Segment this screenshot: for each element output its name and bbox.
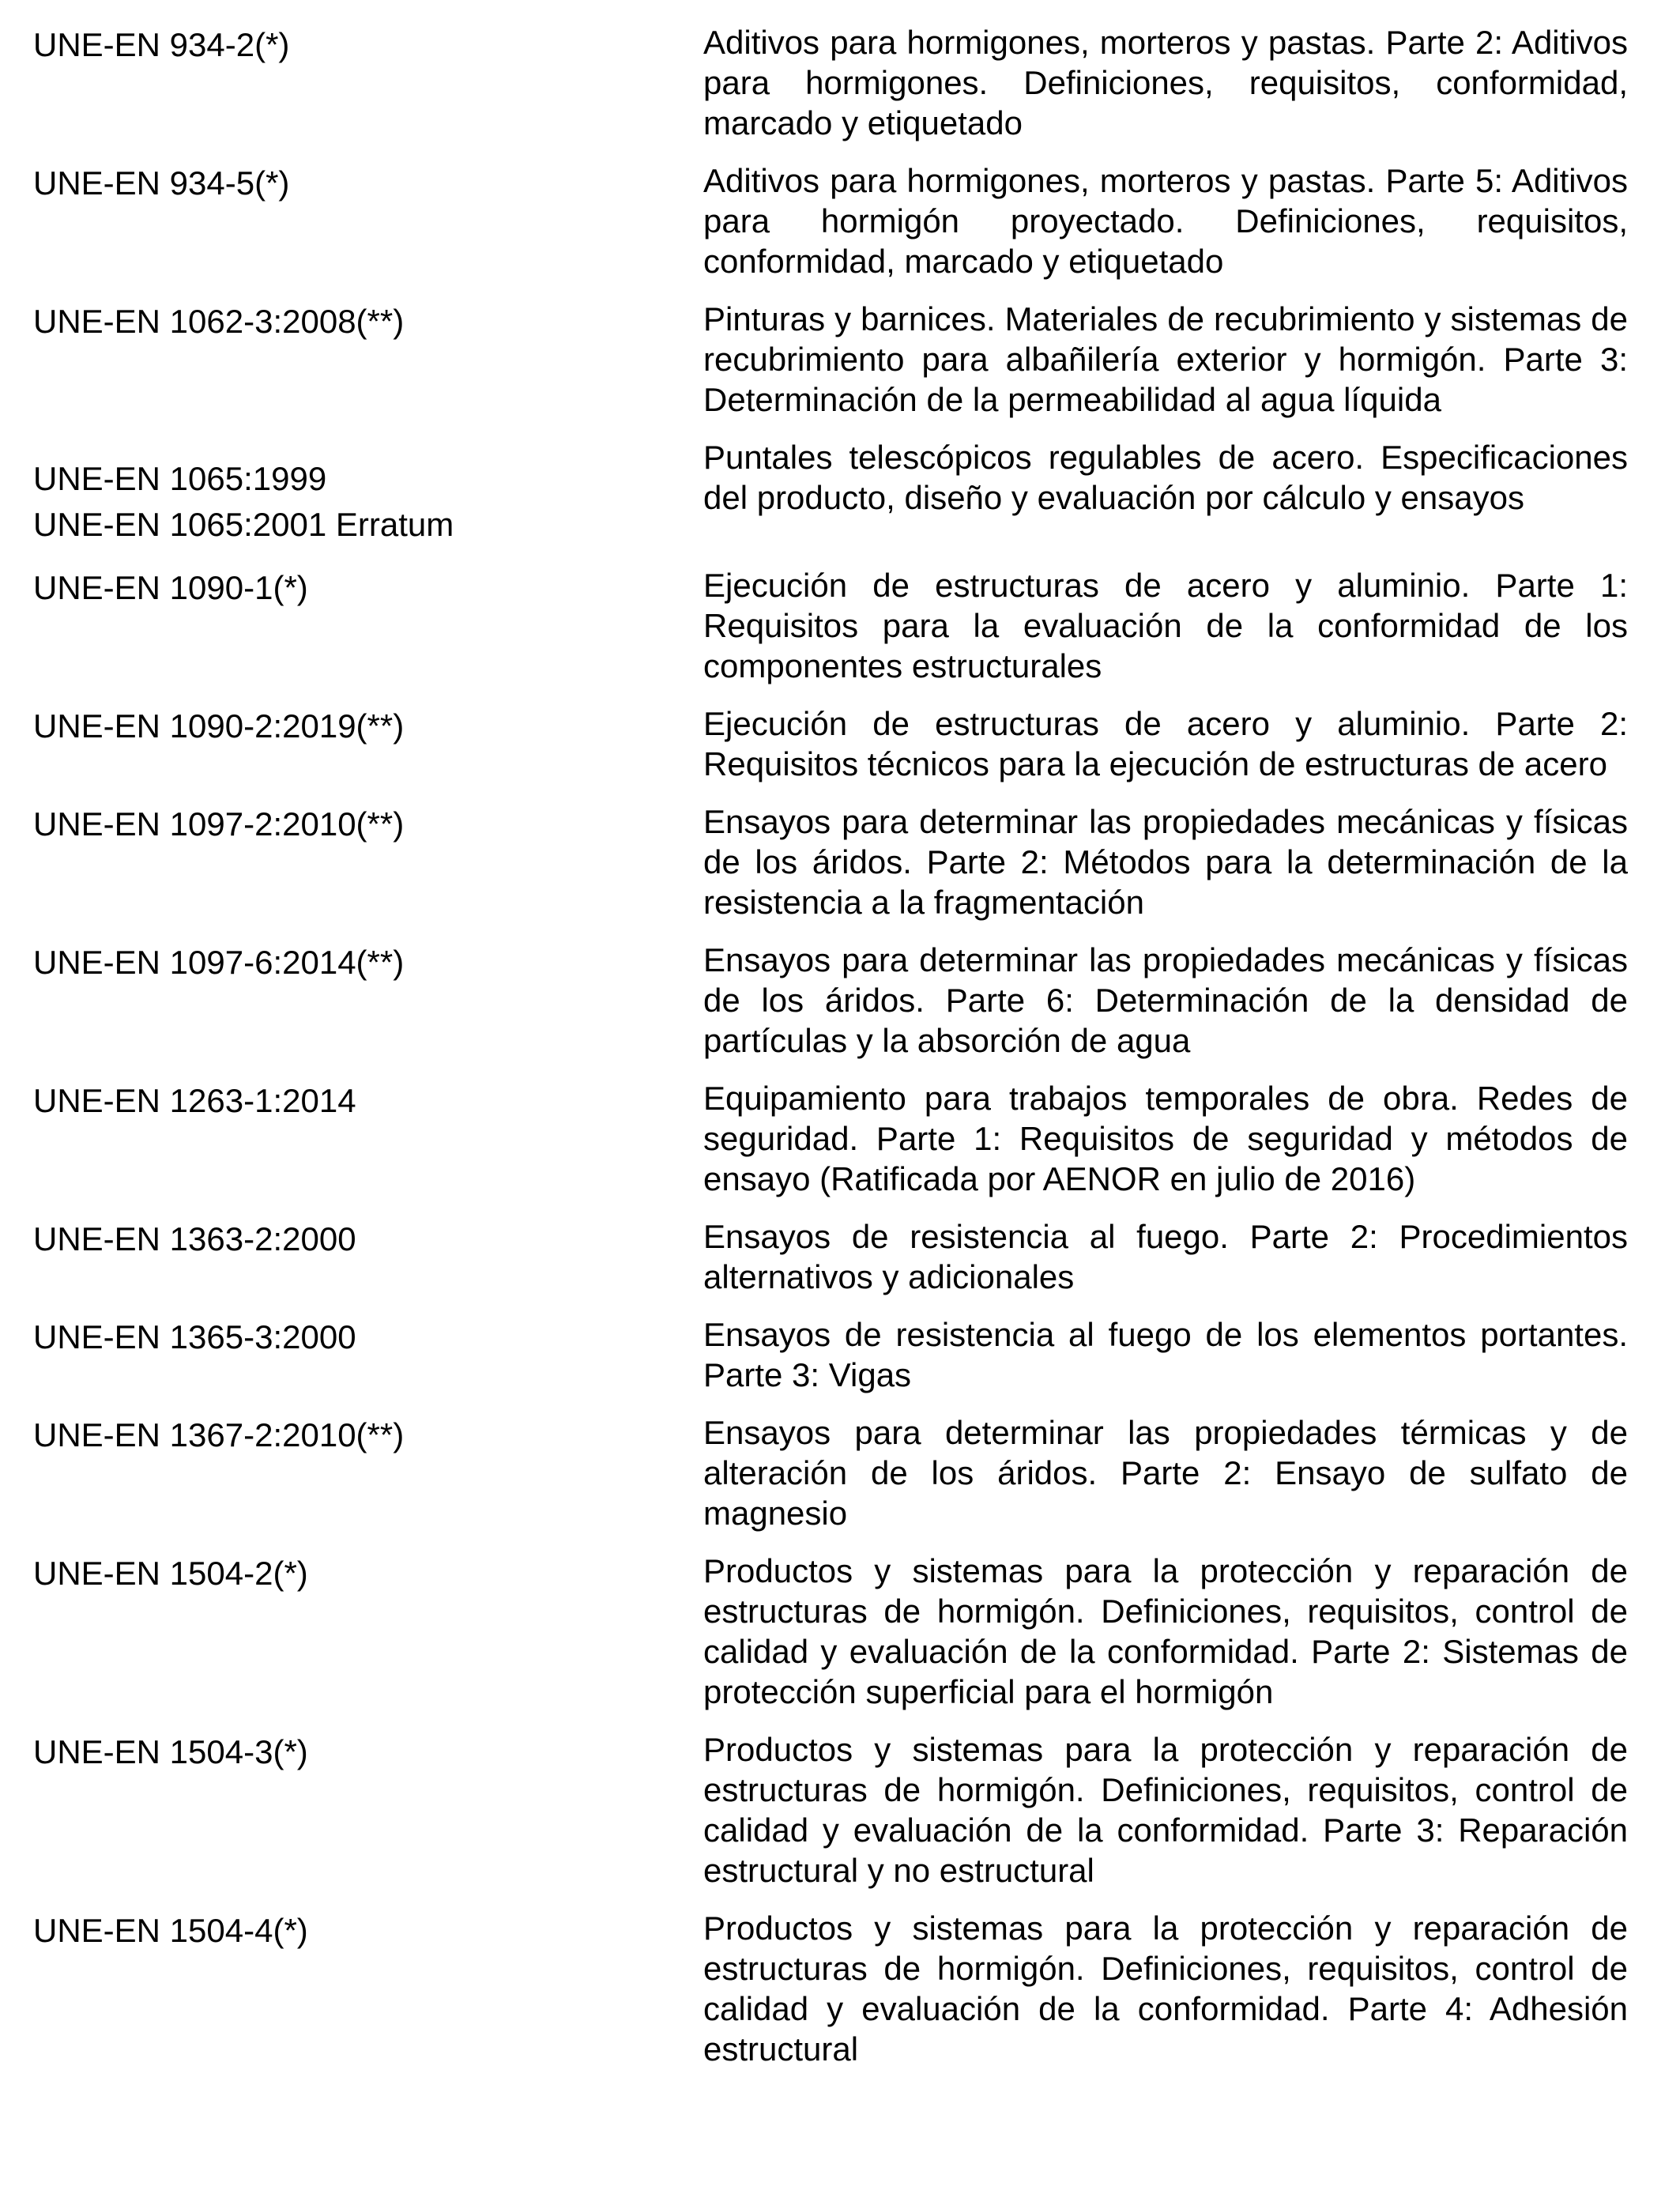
standard-code: UNE-EN 1504-2(*) xyxy=(33,1555,308,1592)
standard-row xyxy=(33,299,1628,420)
standard-row xyxy=(33,940,1628,1061)
standard-description: Aditivos para hormigones, morteros y pastas. Parte 2: Aditivos para hormigones. Definiciones, requisitos, conformidad, marcado y etiquetado xyxy=(703,24,1628,141)
standard-code-cell xyxy=(33,22,703,68)
standard-code-cell xyxy=(33,1908,703,1954)
standard-description: Puntales telescópicos regulables de acero. Especificaciones del producto, diseño y evaluación por cálculo y ensayos xyxy=(703,439,1628,516)
standard-code-cell xyxy=(33,299,703,345)
standard-description: Ensayos para determinar las propiedades mecánicas y físicas de los áridos. Parte 2: Métodos para la determinación de la resistencia a la fragmentación xyxy=(703,803,1628,921)
standard-code: UNE-EN 1090-1(*) xyxy=(33,569,308,606)
standard-code: UNE-EN 1097-2:2010(**) xyxy=(33,805,405,843)
standards-list xyxy=(33,22,1628,2087)
standard-code-cell xyxy=(33,1216,703,1262)
standard-row xyxy=(33,1216,1628,1297)
standard-code: UNE-EN 1504-3(*) xyxy=(33,1733,308,1770)
standard-row xyxy=(33,1908,1628,2069)
standard-code: UNE-EN 1363-2:2000 xyxy=(33,1220,356,1257)
standard-code: UNE-EN 1065:2001 Erratum xyxy=(33,506,454,543)
standard-description: Pinturas y barnices. Materiales de recubrimiento y sistemas de recubrimiento para albañilería exterior y hormigón. Parte 3: Determinación de la permeabilidad al agua líquida xyxy=(703,300,1628,418)
standard-row xyxy=(33,1314,1628,1395)
standard-code-cell xyxy=(33,801,703,847)
standard-row xyxy=(33,1078,1628,1199)
standard-code-cell xyxy=(33,940,703,986)
standard-code: UNE-EN 934-5(*) xyxy=(33,164,290,202)
standard-code-cell xyxy=(33,1729,703,1775)
standard-code: UNE-EN 934-2(*) xyxy=(33,26,290,63)
standard-description: Equipamiento para trabajos temporales de obra. Redes de seguridad. Parte 1: Requisitos de seguridad y métodos de ensayo (Ratificada por AENOR en julio de 2016) xyxy=(703,1080,1628,1197)
standard-code-cell xyxy=(33,1551,703,1596)
standard-code-cell xyxy=(33,1078,703,1124)
standard-code-cell xyxy=(33,703,703,749)
standard-code: UNE-EN 1365-3:2000 xyxy=(33,1318,356,1355)
standard-row xyxy=(33,703,1628,784)
standard-row xyxy=(33,160,1628,281)
standard-row xyxy=(33,22,1628,143)
standard-description: Productos y sistemas para la protección y reparación de estructuras de hormigón. Definiciones, requisitos, control de calidad y evaluación de la conformidad. Parte 4: Adhesión estructural xyxy=(703,1909,1628,2068)
standard-description: Ensayos de resistencia al fuego de los elementos portantes. Parte 3: Vigas xyxy=(703,1316,1628,1393)
standard-description: Ejecución de estructuras de acero y aluminio. Parte 2: Requisitos técnicos para la ejecución de estructuras de acero xyxy=(703,705,1628,782)
standard-row xyxy=(33,1729,1628,1891)
standard-description: Ensayos para determinar las propiedades térmicas y de alteración de los áridos. Parte 2: Ensayo de sulfato de magnesio xyxy=(703,1414,1628,1532)
standard-row xyxy=(33,437,1628,548)
standard-description: Ejecución de estructuras de acero y aluminio. Parte 1: Requisitos para la evaluación de la conformidad de los componentes estructurales xyxy=(703,567,1628,684)
standard-code-cell xyxy=(33,1412,703,1458)
standard-description: Ensayos de resistencia al fuego. Parte 2: Procedimientos alternativos y adicionales xyxy=(703,1218,1628,1295)
standard-code-cell xyxy=(33,437,703,548)
standard-code: UNE-EN 1504-4(*) xyxy=(33,1912,308,1949)
standard-row xyxy=(33,565,1628,686)
standard-row xyxy=(33,1412,1628,1533)
standard-code-cell xyxy=(33,565,703,611)
standard-code: UNE-EN 1090-2:2019(**) xyxy=(33,707,405,745)
standard-description: Ensayos para determinar las propiedades mecánicas y físicas de los áridos. Parte 6: Determinación de la densidad de partículas y la absorción de agua xyxy=(703,941,1628,1059)
standard-description: Aditivos para hormigones, morteros y pastas. Parte 5: Aditivos para hormigón proyectado. Definiciones, requisitos, conformidad, marcado y etiquetado xyxy=(703,162,1628,280)
standard-description: Productos y sistemas para la protección y reparación de estructuras de hormigón. Definiciones, requisitos, control de calidad y evaluación de la conformidad. Parte 3: Reparación estructural y no estructural xyxy=(703,1731,1628,1889)
standard-code: UNE-EN 1062-3:2008(**) xyxy=(33,303,405,340)
standard-code: UNE-EN 1065:1999 xyxy=(33,460,327,497)
standard-code: UNE-EN 1367-2:2010(**) xyxy=(33,1416,405,1453)
standard-code: UNE-EN 1097-6:2014(**) xyxy=(33,944,405,981)
standard-code-cell xyxy=(33,160,703,206)
standard-row xyxy=(33,801,1628,922)
standard-row xyxy=(33,1551,1628,1712)
standard-code: UNE-EN 1263-1:2014 xyxy=(33,1082,356,1119)
standard-description: Productos y sistemas para la protección y reparación de estructuras de hormigón. Definiciones, requisitos, control de calidad y evaluación de la conformidad. Parte 2: Sistemas de protección superficial para el hormigón xyxy=(703,1552,1628,1710)
standard-code-cell xyxy=(33,1314,703,1360)
